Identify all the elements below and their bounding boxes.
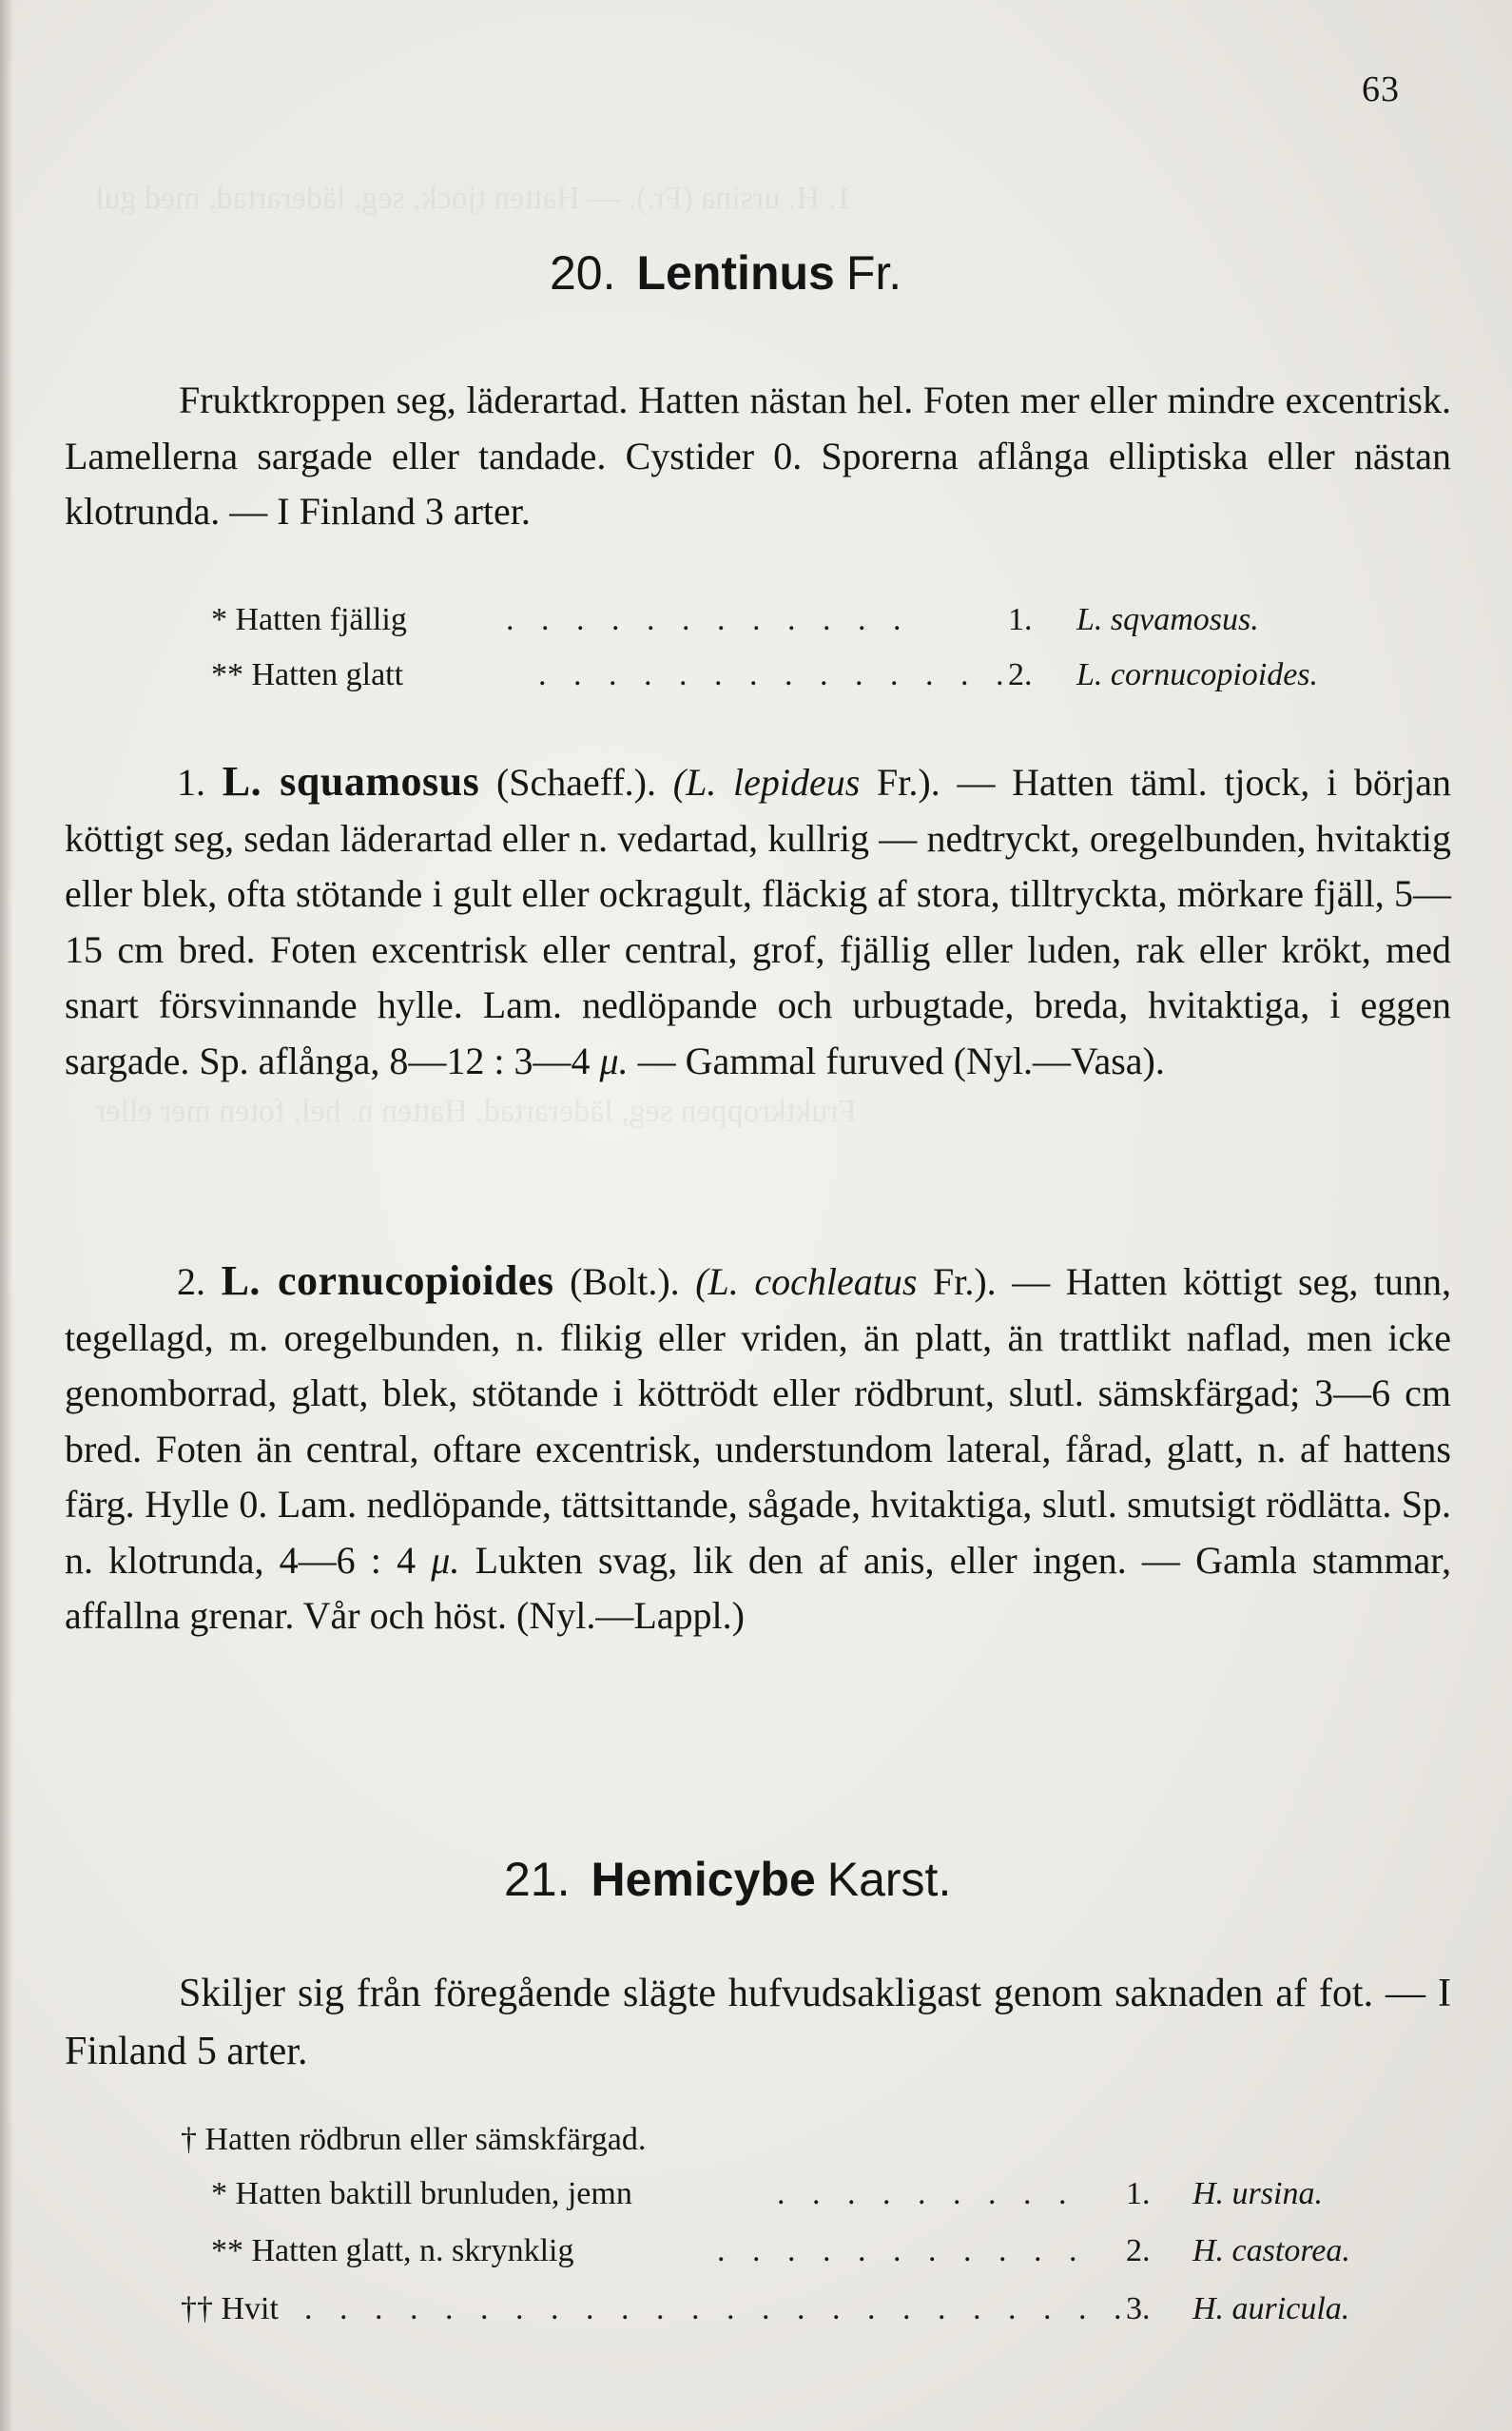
- key-leader-dots: . . . . . . . . . . .: [717, 2233, 1087, 2268]
- synonym-author: Fr.).: [877, 761, 940, 804]
- key-lead: * Hatten fjällig: [211, 602, 407, 637]
- key-lead: * Hatten baktill brunluden, jemn: [211, 2176, 632, 2211]
- section-heading-lentinus: [550, 245, 901, 301]
- key-line: [211, 2173, 1409, 2215]
- key-line: [211, 599, 1409, 641]
- species-description: — Hatten köttigt seg, tunn, tegellagd, m. oregelbunden, n. flikig eller vriden, än platt, än trattlikt naflad, men icke genomborrad, glatt, blek, stötande i köttrödt eller rödbrunt, slutl. sämskfärgad; 3—6 cm bred. Foten än central, oftare excentrisk, understundom lateral, fårad, glatt, n. af hattens färg. Hylle 0. Lam. nedlöpande, tättsittande, sågade, hvitaktiga, slutl. smutsigt rödlätta. Sp. n. klotrunda, 4—6 : 4: [65, 1260, 1451, 1582]
- key-lead: ** Hatten glatt, n. skrynklig: [211, 2233, 574, 2268]
- synonym-paren: (: [672, 761, 687, 804]
- species-description: — Hatten täml. tjock, i början köttigt seg, sedan läderartad eller n. vedartad, kullrig — nedtryckt, oregelbunden, hvitaktig eller blek, ofta stötande i gult eller ockragult, fläckig af stora, tilltryckta, mörkare fjäll, 5—15 cm bred. Foten excentrisk eller central, grof, fjällig eller luden, rak eller krökt, med snart försvinnande hylle. Lam. nedlöpande och urbugtade, breda, hvitaktiga, i eggen sargade. Sp. aflånga, 8—12 : 3—4: [65, 761, 1452, 1082]
- species-name: L. cornucopioides: [221, 1257, 554, 1304]
- key-species: L. sqvamosus.: [1076, 602, 1259, 637]
- key-species: H. ursina.: [1192, 2176, 1323, 2211]
- key-line: [181, 2288, 1417, 2330]
- key-species: H. castorea.: [1192, 2233, 1350, 2268]
- species-author: (Schaeff.).: [495, 761, 657, 804]
- section-number: 20.: [550, 246, 616, 300]
- key-species: L. cornucopioides.: [1076, 657, 1319, 692]
- section-heading-hemicybe: [504, 1852, 951, 1907]
- key-number: 3.: [1126, 2291, 1151, 2326]
- synonym-name: L. lepideus: [686, 761, 861, 804]
- genus-name: Lentinus: [636, 246, 835, 300]
- key-line: [211, 2230, 1409, 2272]
- key-leader-dots: . . . . . . . . . . . . . . . . . . . . . . . .: [304, 2291, 1132, 2326]
- key-leader-dots: . . . . . . . . .: [777, 2176, 1076, 2211]
- species-entry-cornucopioides: [65, 1254, 1451, 1644]
- synonym-author: Fr.).: [932, 1260, 997, 1303]
- page-edge-shadow: [0, 0, 13, 2431]
- micron-unit: μ.: [431, 1538, 460, 1582]
- species-name: L. squamosus: [222, 758, 480, 805]
- synonym-name: L. cochleatus: [708, 1260, 918, 1303]
- species-number: 1.: [177, 761, 205, 804]
- key-number: 1.: [1126, 2176, 1151, 2211]
- key-species: H. auricula.: [1192, 2291, 1350, 2326]
- genus-description-hemicybe: Skiljer sig från föregående slägte hufvudsakligast genom saknaden af fot. — I Finland 5 arter.: [65, 1972, 1451, 2073]
- key-number: 2.: [1126, 2233, 1151, 2268]
- genus-author: Fr.: [845, 246, 902, 300]
- species-habitat: Lukten svag, lik den af anis, eller ingen. — Gamla stammar, affallna grenar. Vår och höst. (Nyl.—Lappl.): [65, 1538, 1451, 1637]
- species-number: 2.: [177, 1260, 205, 1303]
- key-number: 2.: [1008, 657, 1033, 692]
- bleed-through-text: 1. H. ursina (Fr.). — Hatten tjock, seg, läderartad, med gul: [95, 181, 852, 216]
- page-number: 63: [1362, 69, 1400, 109]
- genus-description-lentinus: Fruktkroppen seg, läderartad. Hatten nästan hel. Foten mer eller mindre excentrisk. Lamellerna sargade eller tandade. Cystider 0. Sporerna aflånga elliptiska eller nästan klotrunda. — I Finland 3 arter.: [65, 379, 1451, 533]
- genus-author: Karst.: [826, 1853, 952, 1906]
- key-leader-dots: . . . . . . . . . . . .: [506, 602, 911, 637]
- section-number: 21.: [504, 1853, 571, 1906]
- synonym-paren: (: [695, 1260, 708, 1303]
- species-habitat: — Gammal furuved (Nyl.—Vasa).: [637, 1039, 1165, 1082]
- species-author: (Bolt.).: [570, 1260, 680, 1303]
- micron-unit: μ.: [599, 1039, 629, 1082]
- genus-name: Hemicybe: [591, 1853, 816, 1906]
- key-lead: ** Hatten glatt: [211, 657, 404, 692]
- key-number: 1.: [1008, 602, 1033, 637]
- key-line: [181, 2119, 1417, 2161]
- key-line: [211, 654, 1409, 696]
- species-entry-squamosus: [65, 754, 1451, 1089]
- key-leader-dots: . . . . . . . . . . . . . .: [538, 657, 1014, 692]
- bleed-through-text: Fruktkroppen seg, läderartad. Hatten n. hel, foten mer eller: [95, 1094, 857, 1129]
- key-lead: †† Hvit: [181, 2291, 279, 2326]
- key-lead: † Hatten rödbrun eller sämskfärgad.: [181, 2122, 647, 2157]
